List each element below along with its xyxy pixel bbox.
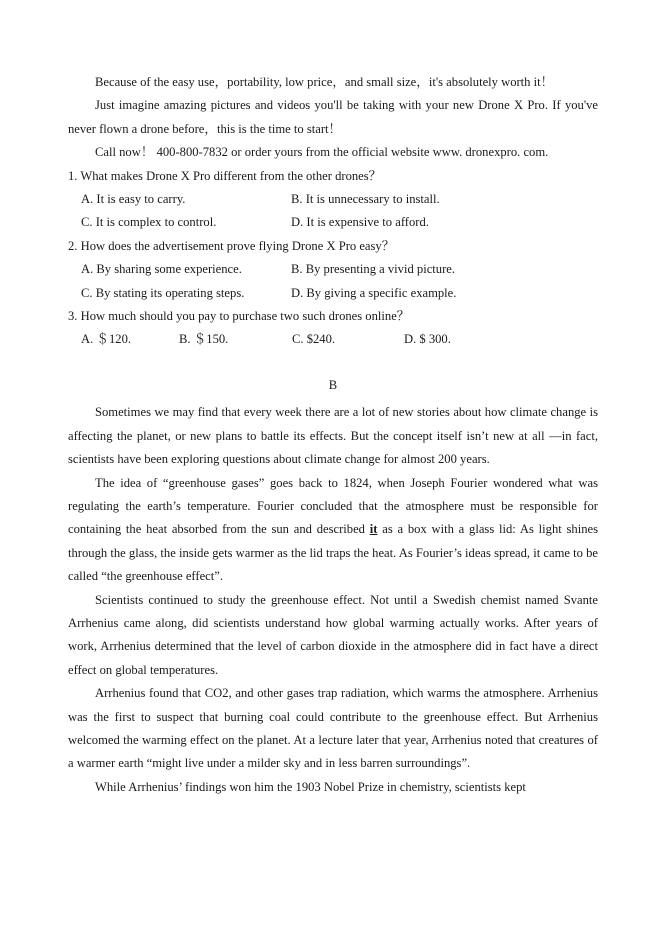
option-row [68,211,598,234]
paragraph-text: The idea of “greenhouse gases” goes back to 1824, when Joseph Fourier wondered what was regulating the earth’s temperature. Fourier concluded that the atmosphere must be responsible for containing the heat absorbed from the sun and described [68,475,598,537]
question-1 [68,165,598,235]
passage-b-paragraph-3: Scientists continued to study the greenhouse effect. Not until a Swedish chemist named Svante Arrhenius came along, did scientists understand how global warming actually works. After years of work, Arrhenius determined that the level of carbon dioxide in the atmosphere did in fact have a direct effect on global temperatures. [68,592,598,677]
option-c: C. By stating its operating steps. [81,285,245,300]
option-row [68,282,598,305]
question-3 [68,305,598,352]
option-row [68,258,598,281]
document-content [68,71,598,799]
section-heading: B [328,377,338,392]
option-d: D. It is expensive to afford. [291,215,429,230]
passage-b-paragraph-5: While Arrhenius’ findings won him the 1903 Nobel Prize in chemistry, scientists kept [95,779,526,794]
option-a: A. It is easy to carry. [81,192,186,207]
option-c: C. It is complex to control. [81,215,217,230]
option-c: C. $240. [292,332,336,347]
ad-paragraph-3: Call now！ 400-800-7832 or order yours from the official website www. dronexpro. com. [95,145,549,160]
option-a: A. By sharing some experience. [81,262,242,277]
option-b: B. By presenting a vivid picture. [291,262,456,277]
question-2 [68,235,598,305]
passage-b-paragraph-1: Sometimes we may find that every week there are a lot of new stories about how climate change is affecting the planet, or new plans to battle its effects. But the concept itself isn’t new at all —in fact, scientists have been exploring questions about climate change for almost 200 years. [68,405,598,467]
underlined-word-it: it [369,522,378,537]
ad-paragraph-2: Just imagine amazing pictures and videos you'll be taking with your new Drone X Pro. If you've never flown a drone before，this is the time to start！ [68,98,598,136]
passage-b-paragraph-2 [68,472,598,589]
paragraph-text: as a box with a glass lid: As light shines through the glass, the inside gets warmer as the lid traps the heat. As Fourier’s ideas spread, it came to be called “the greenhouse effect”. [68,522,598,584]
passage-b-paragraph-4: Arrhenius found that CO2, and other gases trap radiation, which warms the atmosphere. Arrhenius was the first to suspect that burning coal could contribute to the greenhouse effect. But Arrhenius welcomed the warming effect on the planet. At a lecture later that year, Arrhenius noted that creatures of a warmer earth “might live under a milder sky and in less barren surroundings”. [68,686,598,771]
option-a: A. ＄120. [81,332,132,347]
ad-paragraph-1: Because of the easy use，portability, low price，and small size，it's absolutely worth it！ [95,75,554,89]
option-b: B. It is unnecessary to install. [291,192,440,207]
option-d: D. $ 300. [404,332,451,347]
question-stem: 2. How does the advertisement prove flying Drone X Pro easy？ [68,238,395,253]
option-row [68,188,598,211]
option-d: D. By giving a specific example. [291,285,457,300]
question-stem: 3. How much should you pay to purchase two such drones online？ [68,309,410,324]
question-stem: 1. What makes Drone X Pro different from the other drones？ [68,168,382,183]
option-row [68,328,598,351]
option-b: B. ＄150. [179,332,229,347]
